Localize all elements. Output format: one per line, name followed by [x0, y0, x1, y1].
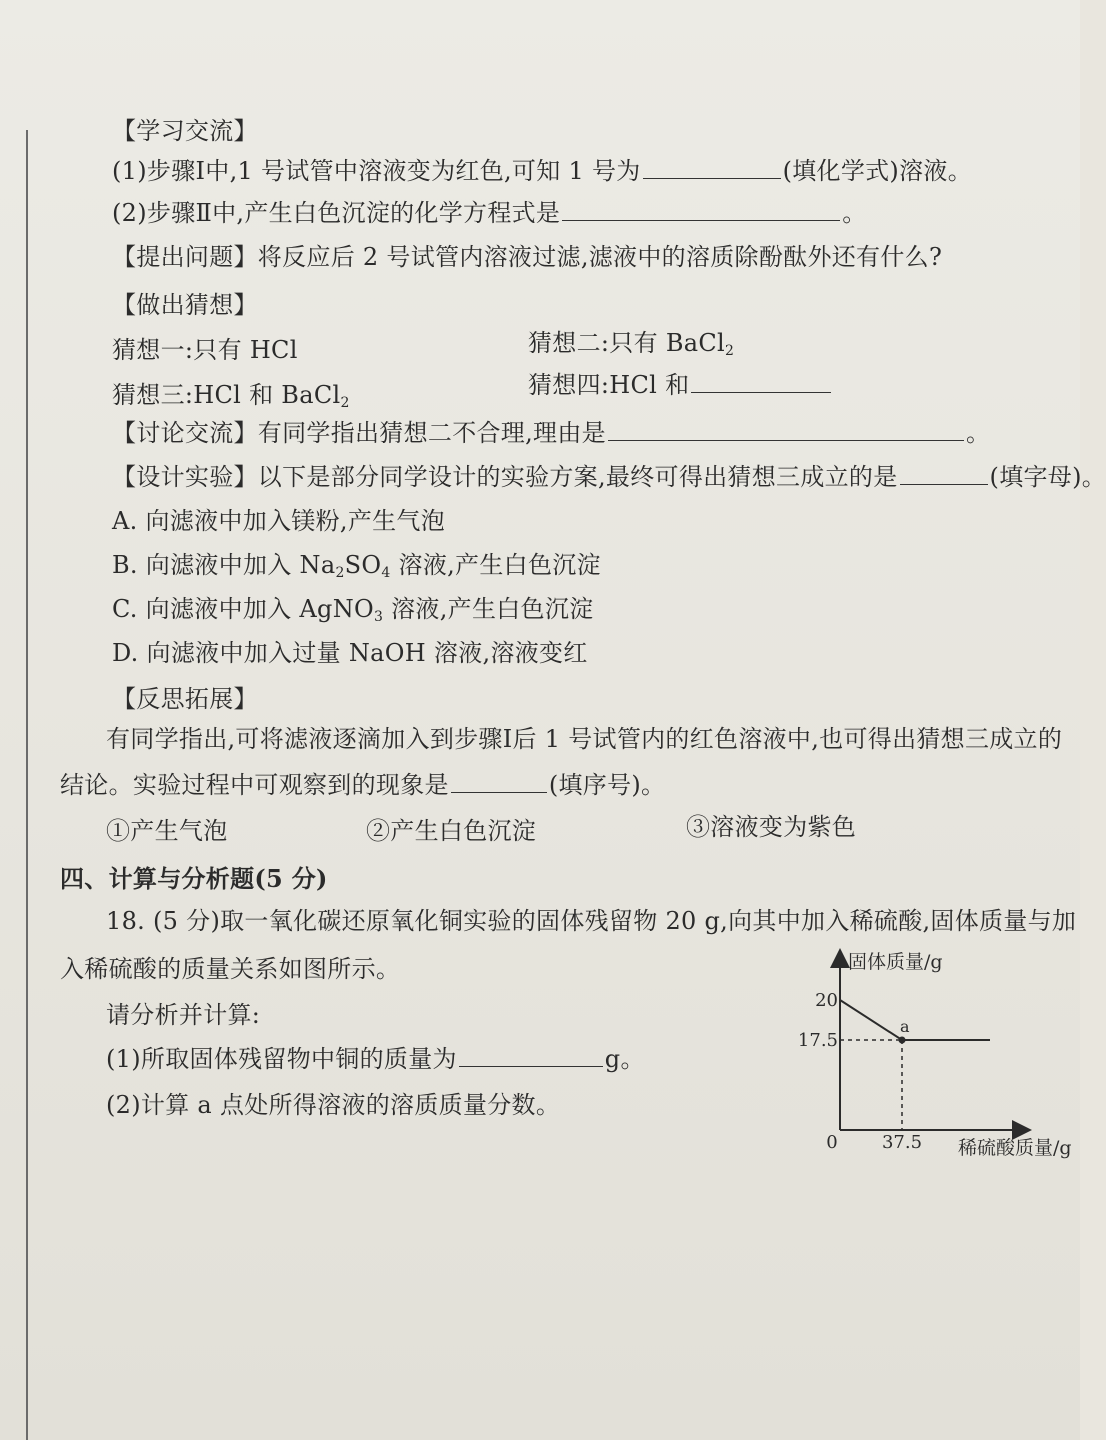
- section-guess: 【做出猜想】: [112, 291, 258, 319]
- discussion: 【讨论交流】有同学指出猜想二不合理,理由是 。: [112, 419, 991, 447]
- mass-chart: [790, 940, 1080, 1170]
- section-learn: 【学习交流】: [112, 117, 258, 145]
- answer-blank-guess4[interactable]: [691, 370, 831, 393]
- sub-question-2: (2)计算 a 点处所得溶液的溶质质量分数。: [106, 1091, 561, 1119]
- question-18-line-2: 入稀硫酸的质量关系如图所示。: [60, 955, 401, 983]
- answer-blank-copper-mass[interactable]: [459, 1044, 603, 1067]
- section-4-title: 四、计算与分析题(5 分): [60, 864, 328, 893]
- margin-line: [26, 130, 28, 1440]
- question-18-line-1: 18. (5 分)取一氧化碳还原氧化铜实验的固体残留物 20 g,向其中加入稀硫酸,固体质量与加: [106, 907, 1077, 935]
- point-a: [899, 1037, 906, 1044]
- option-d: D. 向滤液中加入过量 NaOH 溶液,溶液变红: [112, 639, 588, 667]
- guess-4: 猜想四:HCl 和: [528, 370, 833, 400]
- reflect-line-2: 结论。实验过程中可观察到的现象是 (填序号)。: [60, 771, 666, 799]
- sub-question-1: (1)所取固体残留物中铜的质量为 g。: [106, 1045, 645, 1073]
- answer-blank-design[interactable]: [900, 462, 988, 485]
- analyze-instruction: 请分析并计算:: [106, 1001, 261, 1029]
- point-a-label: a: [900, 1017, 910, 1036]
- guess-3: 猜想三:HCl 和 BaCl$_2$: [112, 381, 350, 411]
- reflect-line-1: 有同学指出,可将滤液逐滴加入到步骤Ⅰ后 1 号试管内的红色溶液中,也可得出猜想三成立的: [106, 725, 1063, 753]
- y-axis-label: 固体质量/g: [848, 951, 943, 973]
- series-line: [840, 1000, 990, 1040]
- choice-2: ②产生白色沉淀: [366, 817, 537, 845]
- option-c: C. 向滤液中加入 AgNO$_3$ 溶液,产生白色沉淀: [112, 595, 594, 625]
- tick-label-origin: 0: [826, 1132, 838, 1153]
- question-1: (1)步骤Ⅰ中,1 号试管中溶液变为红色,可知 1 号为 (填化学式)溶液。: [112, 157, 972, 185]
- answer-blank-reason[interactable]: [608, 418, 964, 441]
- guess-1: 猜想一:只有 HCl: [112, 336, 298, 364]
- raise-question: 【提出问题】将反应后 2 号试管内溶液过滤,滤液中的溶质除酚酞外还有什么?: [112, 243, 943, 271]
- design-experiment: 【设计实验】以下是部分同学设计的实验方案,最终可得出猜想三成立的是 (填字母)。: [112, 463, 1106, 491]
- guess-2: 猜想二:只有 BaCl$_2$: [528, 329, 735, 359]
- answer-blank-1[interactable]: [643, 156, 781, 179]
- option-b: B. 向滤液中加入 $Na_2SO_4$ 溶液,产生白色沉淀: [112, 551, 601, 581]
- option-a: A. 向滤液中加入镁粉,产生气泡: [112, 507, 446, 535]
- question-2: (2)步骤Ⅱ中,产生白色沉淀的化学方程式是 。: [112, 199, 867, 227]
- choice-1: ①产生气泡: [106, 817, 228, 845]
- tick-label-y-mid: 17.5: [797, 1030, 838, 1051]
- x-axis-label: 稀硫酸质量/g: [958, 1137, 1072, 1159]
- tick-label-y-top: 20: [815, 990, 838, 1011]
- tick-label-x: 37.5: [881, 1132, 923, 1153]
- choice-3: ③溶液变为紫色: [686, 813, 857, 841]
- section-reflect: 【反思拓展】: [112, 685, 258, 713]
- answer-blank-phenomenon[interactable]: [451, 770, 547, 793]
- answer-blank-2[interactable]: [562, 198, 840, 221]
